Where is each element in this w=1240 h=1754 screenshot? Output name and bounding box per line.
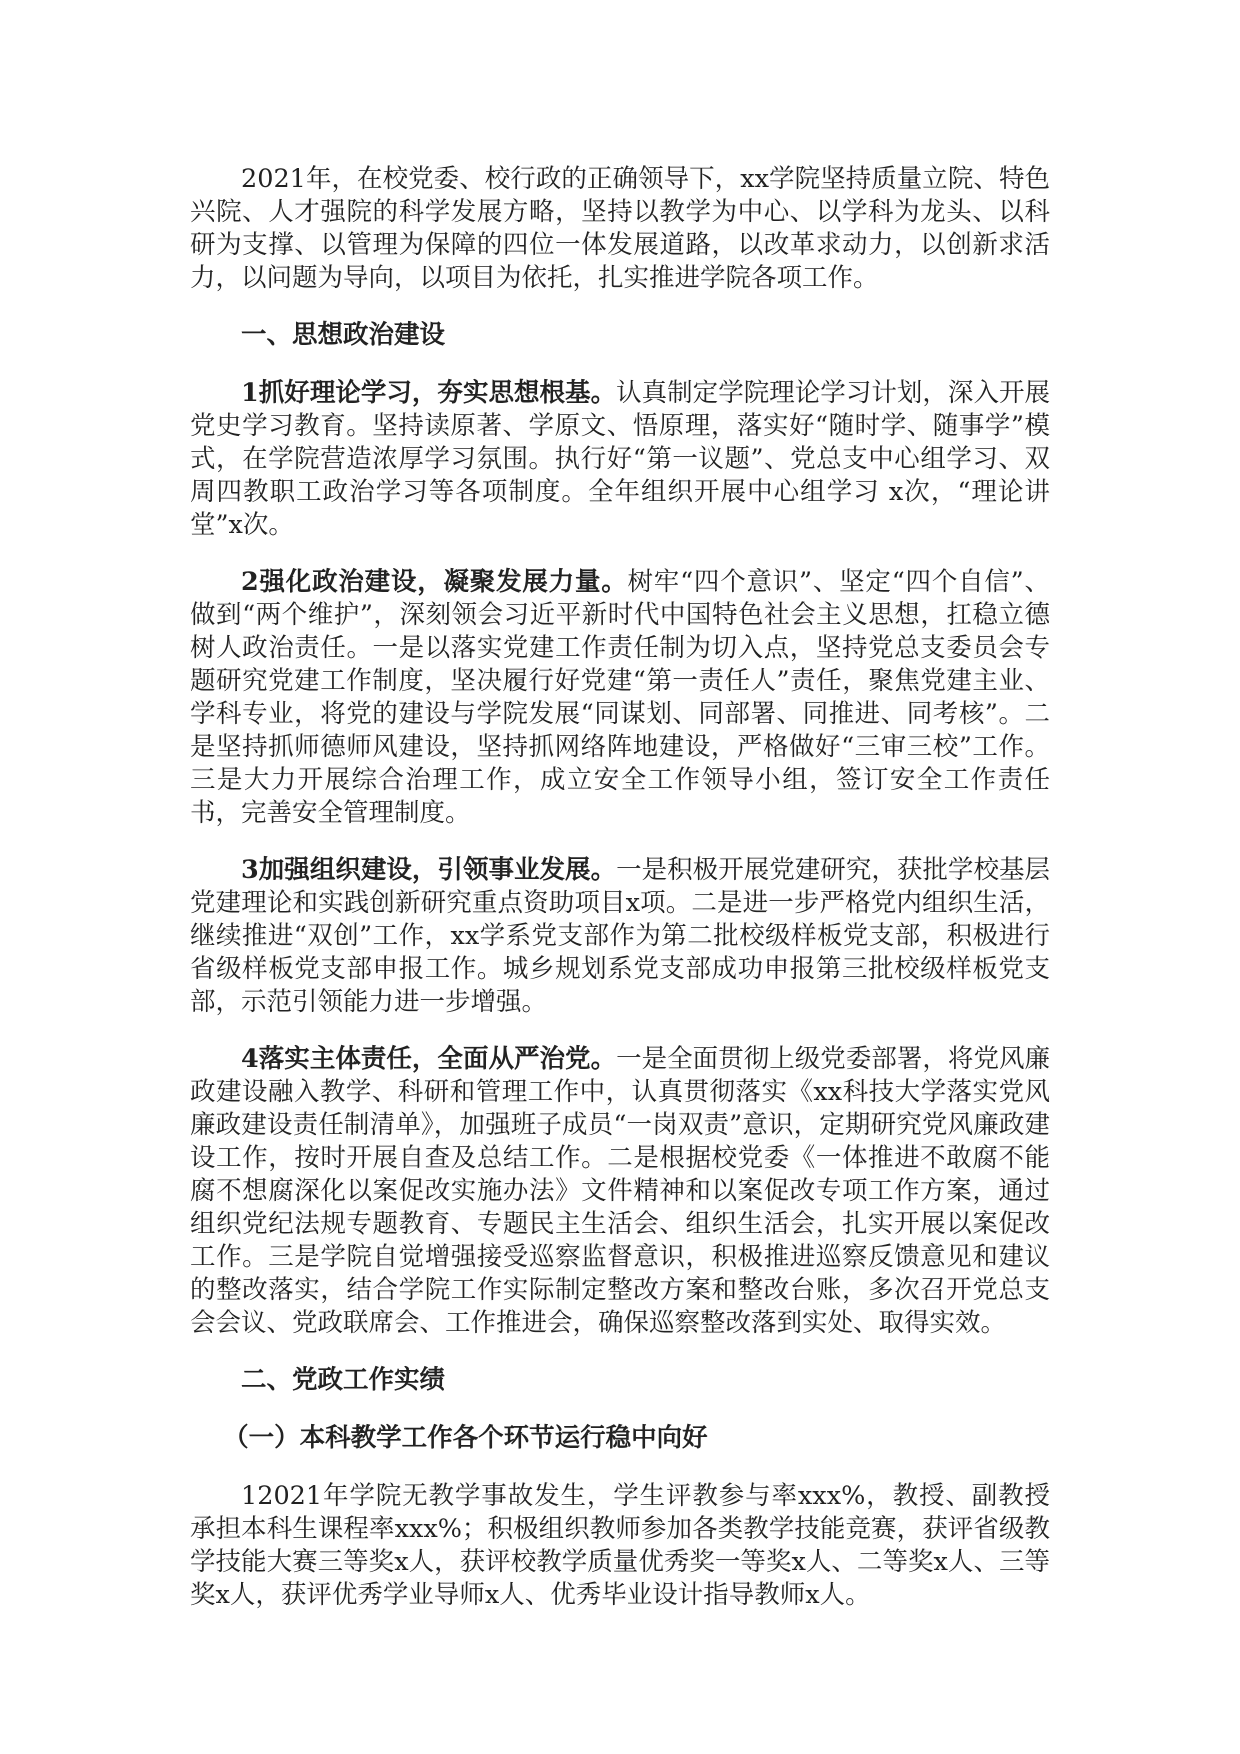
item-lead: 3加强组织建设，引领事业发展。 <box>241 855 617 885</box>
section-1-item-2 <box>190 566 1050 830</box>
section-1-item-1 <box>190 377 1050 542</box>
item-lead: 2强化政治建设，凝聚发展力量。 <box>241 567 628 597</box>
document-page <box>190 163 1050 1636</box>
item-lead: 1抓好理论学习，夯实思想根基。 <box>241 378 617 408</box>
section-2-heading: 二、党政工作实绩 <box>241 1365 446 1395</box>
item-body: 一是积极开展党建研究，获批学校基层党建理论和实践创新研究重点资助项目x项。二是进一步严格党内组织生活，继续推进“双创”工作，xx学系党支部作为第二批校级样板党支部，积极进行省级样板党支部申报工作。城乡规划系党支部成功申报第三批校级样板党支部，示范引领能力进一步增强。 <box>190 855 1050 1017</box>
intro-paragraph: 2021年，在校党委、校行政的正确领导下，xx学院坚持质量立院、特色兴院、人才强院的科学发展方略，坚持以教学为中心、以学科为龙头、以科研为支撑、以管理为保障的四位一体发展道路，以改革求动力，以创新求活力，以问题为导向，以项目为依托，扎实推进学院各项工作。 <box>190 164 1050 293</box>
item-body: 一是全面贯彻上级党委部署，将党风廉政建设融入教学、科研和管理工作中，认真贯彻落实《xx科技大学落实党风廉政建设责任制清单》，加强班子成员“一岗双责”意识，定期研究党风廉政建设工作，按时开展自查及总结工作。二是根据校党委《一体推进不敢腐不能腐不想腐深化以案促改实施办法》文件精神和以案促改专项工作方案，通过组织党纪法规专题教育、专题民主生活会、组织生活会，扎实开展以案促改工作。三是学院自觉增强接受巡察监督意识，积极推进巡察反馈意见和建议的整改落实，结合学院工作实际制定整改方案和整改台账，多次召开党总支会会议、党政联席会、工作推进会，确保巡察整改落到实处、取得实效。 <box>190 1044 1050 1338</box>
section-1-item-4 <box>190 1043 1050 1340</box>
section-1-heading: 一、思想政治建设 <box>241 320 446 350</box>
section-2-subheading: （一）本科教学工作各个环节运行稳中向好 <box>223 1423 708 1453</box>
section-2-paragraph: 12021年学院无教学事故发生，学生评教参与率xxx%，教授、副教授承担本科生课程率xxx%；积极组织教师参加各类教学技能竞赛，获评省级教学技能大赛三等奖x人，获评校教学质量优秀奖一等奖x人、二等奖x人、三等奖x人，获评优秀学业导师x人、优秀毕业设计指导教师x人。 <box>190 1481 1050 1610</box>
item-lead: 4落实主体责任，全面从严治党。 <box>241 1044 617 1074</box>
section-1-item-3 <box>190 854 1050 1019</box>
item-body: 树牢“四个意识”、坚定“四个自信”、做到“两个维护”，深刻领会习近平新时代中国特色社会主义思想，扛稳立德树人政治责任。一是以落实党建工作责任制为切入点，坚持党总支委员会专题研究党建工作制度，坚决履行好党建“第一责任人”责任，聚焦党建主业、学科专业，将党的建设与学院发展“同谋划、同部署、同推进、同考核”。二是坚持抓师德师风建设，坚持抓网络阵地建设，严格做好“三审三校”工作。三是大力开展综合治理工作，成立安全工作领导小组，签订安全工作责任书，完善安全管理制度。 <box>190 567 1050 828</box>
item-body: 认真制定学院理论学习计划，深入开展党史学习教育。坚持读原著、学原文、悟原理，落实好“随时学、随事学”模式，在学院营造浓厚学习氛围。执行好“第一议题”、党总支中心组学习、双周四教职工政治学习等各项制度。全年组织开展中心组学习 x次，“理论讲堂”x次。 <box>190 378 1050 540</box>
